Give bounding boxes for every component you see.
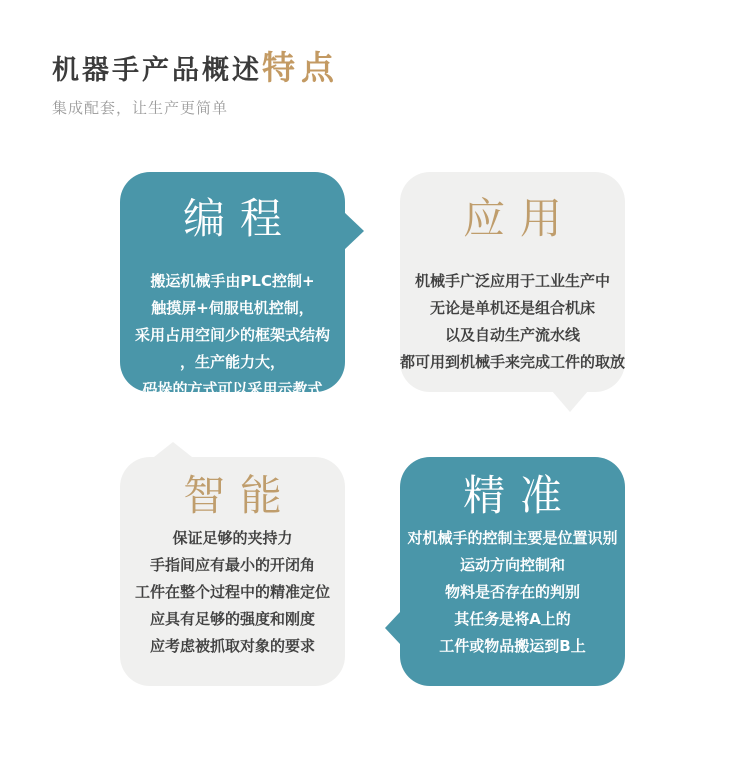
card-body-line: 采用占用空间少的框架式结构 — [134, 326, 330, 344]
card-body-line: 保证足够的夹持力 — [172, 529, 293, 547]
card-body-line: 应具有足够的强度和刚度 — [149, 610, 315, 628]
card-body-line: ，生产能力大， — [179, 353, 285, 371]
card-body-line: 工件在整个过程中的精准定位 — [134, 583, 330, 601]
card-body — [400, 268, 625, 376]
feature-card-programming — [120, 172, 345, 398]
card-title: 智能 — [183, 471, 297, 520]
callout-arrow-down-icon — [552, 391, 588, 412]
card-title: 应用 — [463, 194, 577, 243]
card-body-line: 以及自动生产流水线 — [444, 326, 580, 344]
card-body — [120, 525, 345, 660]
card-body-line: 机械手广泛应用于工业生产中 — [414, 272, 610, 290]
card-body-line: 搬运机械手由PLC控制+ — [150, 272, 315, 290]
callout-arrow-right-icon — [344, 212, 364, 250]
card-body-line: 运动方向控制和 — [459, 556, 565, 574]
page-subtitle: 集成配套，让生产更简单 — [52, 99, 229, 118]
feature-card-application — [400, 172, 625, 392]
card-body — [120, 268, 345, 403]
card-body-line: 无论是单机还是组合机床 — [429, 299, 595, 317]
feature-card-precision — [400, 457, 625, 686]
card-body-line: 都可用到机械手来完成工件的取放 — [400, 353, 626, 371]
page-title — [52, 50, 340, 87]
card-body-line: 其任务是将A上的 — [454, 610, 571, 628]
page-title-accent: 特点 — [262, 48, 340, 87]
page-title-main: 机器手产品概述 — [52, 55, 262, 86]
card-body-line: 码垛的方式可以采用示教式 — [142, 380, 323, 398]
card-title: 精准 — [463, 471, 577, 520]
card-body-line: 手指间应有最小的开闭角 — [149, 556, 315, 574]
callout-arrow-up-icon — [154, 442, 192, 457]
feature-card-intelligence — [120, 457, 345, 686]
callout-arrow-left-icon — [385, 612, 400, 644]
card-body-line: 对机械手的控制主要是位置识别 — [407, 529, 618, 547]
card-body-line: 工件或物品搬运到B上 — [439, 637, 586, 655]
card-body — [400, 525, 625, 660]
card-body-line: 触摸屏+伺服电机控制， — [151, 299, 314, 317]
card-title: 编程 — [183, 194, 297, 243]
card-body-line: 物料是否存在的判别 — [444, 583, 580, 601]
card-body-line: 应考虑被抓取对象的要求 — [149, 637, 315, 655]
page-header — [52, 50, 340, 118]
